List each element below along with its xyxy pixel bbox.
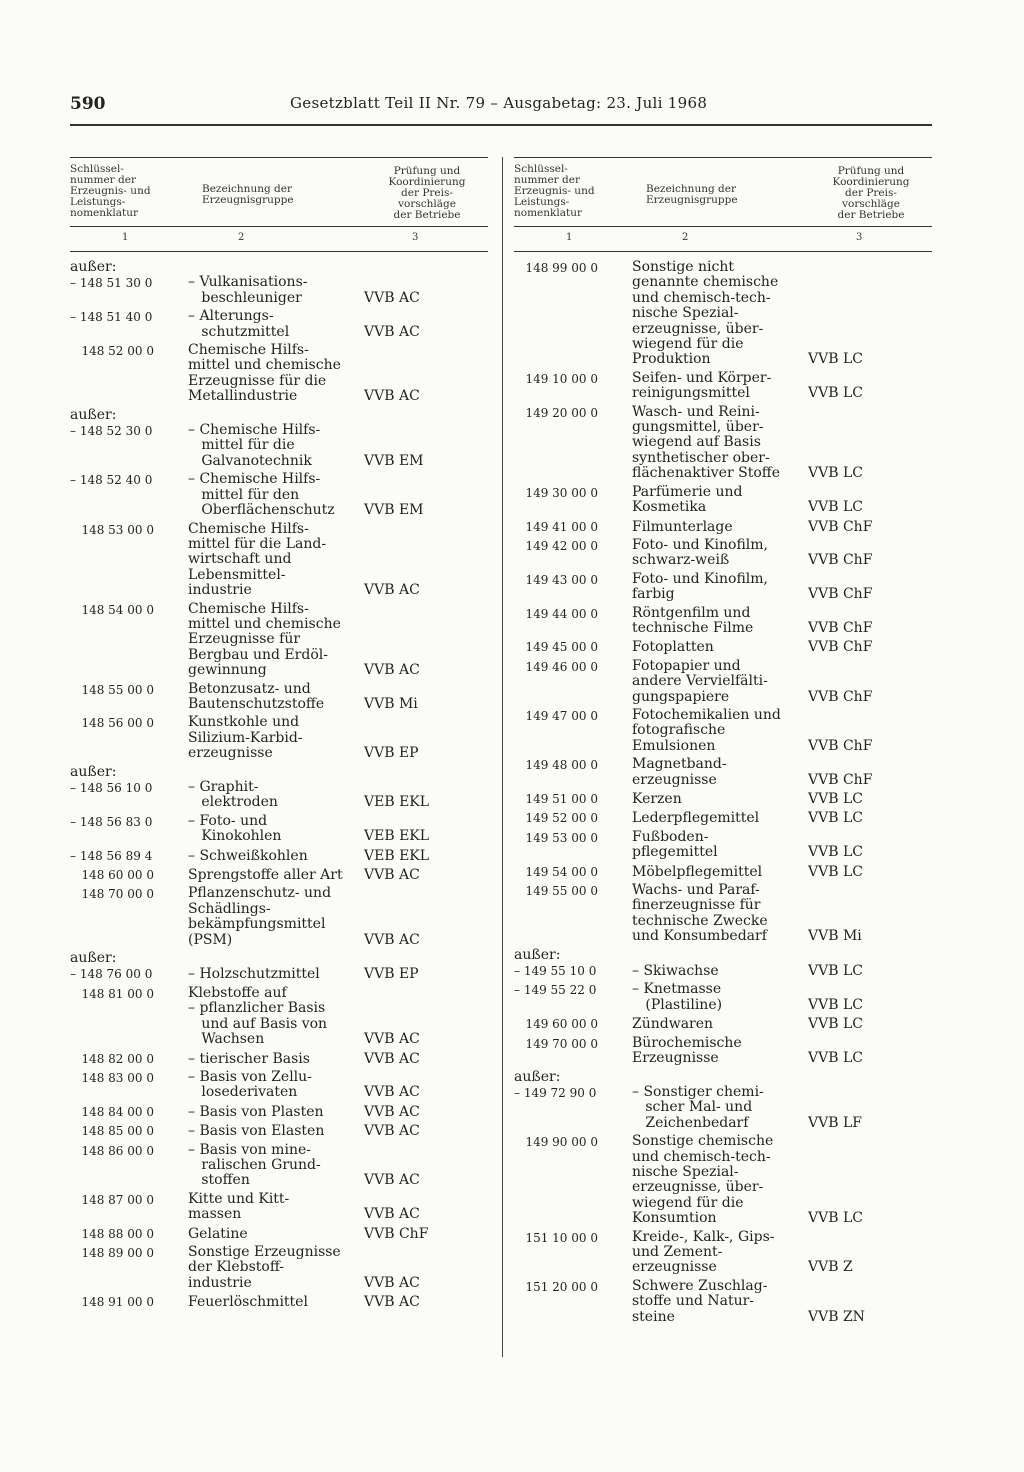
product-group-name: Kunstkohle und Silizium-Karbid- erzeugnisse <box>188 714 303 762</box>
product-code: 149 44 00 0 <box>514 606 598 621</box>
table-row <box>70 848 488 864</box>
product-code: 148 86 00 0 <box>70 1143 154 1158</box>
responsible-body: VVB Mi <box>364 695 418 712</box>
table-row <box>514 757 932 788</box>
product-code: 148 60 00 0 <box>70 868 154 883</box>
responsible-body: VVB ChF <box>364 1225 429 1242</box>
table-row <box>70 602 488 679</box>
product-code: 149 45 00 0 <box>514 640 598 655</box>
product-group-name: Möbelpflegemittel <box>632 863 763 880</box>
product-code: – 148 56 10 0 <box>70 781 153 795</box>
product-group-name: Magnetband- erzeugnisse <box>632 756 727 788</box>
responsible-body: VVB ChF <box>808 586 873 603</box>
responsible-body: VVB LC <box>808 996 863 1013</box>
product-code: 149 46 00 0 <box>514 659 598 674</box>
product-code: 148 84 00 0 <box>70 1104 154 1119</box>
table-row <box>514 371 932 402</box>
page-title: Gesetzblatt Teil II Nr. 79 – Ausgabetag: 23. Juli 1968 <box>290 94 708 112</box>
table-row <box>70 1143 488 1189</box>
exception-label: außer: <box>70 950 117 967</box>
table-row <box>514 519 932 535</box>
product-group-name: Fotoplatten <box>632 639 714 656</box>
product-group-name: Lederpflegemittel <box>632 810 760 827</box>
responsible-body: VVB AC <box>364 1123 420 1140</box>
product-group-name: Röntgenfilm und technische Filme <box>632 604 754 636</box>
col-number-3: 3 <box>856 232 863 243</box>
product-code: – 148 51 30 0 <box>70 276 153 291</box>
product-code: – 148 51 40 0 <box>70 310 153 325</box>
responsible-body: VVB AC <box>364 1206 420 1223</box>
product-group-name: Sprengstoffe aller Art <box>188 867 343 884</box>
product-code: 149 20 00 0 <box>514 405 598 420</box>
table-row <box>70 1051 488 1067</box>
table-row <box>514 1036 932 1067</box>
table-row <box>514 830 932 861</box>
table-row <box>514 810 932 826</box>
product-group-name: Sonstige nicht genannte chemische und chemisch-tech- nische Spezial- erzeugnisse, über- wiegend für die Produktion <box>632 259 779 368</box>
table-row <box>70 682 488 713</box>
responsible-body: VVB ChF <box>808 518 873 535</box>
product-group-name: – Basis von Zellu- losederivaten <box>188 1068 312 1101</box>
responsible-body: VVB ChF <box>808 619 873 636</box>
page-header <box>0 94 1024 118</box>
product-code: 148 81 00 0 <box>70 986 154 1001</box>
product-code: 148 91 00 0 <box>70 1295 154 1310</box>
table-row <box>514 883 932 945</box>
product-group-name: Chemische Hilfs- mittel und chemische Erzeugnisse für die Metallindustrie <box>188 342 341 405</box>
product-group-name: – Foto- und Kinokohlen <box>188 812 282 845</box>
product-group-name: Gelatine <box>188 1225 248 1242</box>
left-table <box>70 157 488 1314</box>
product-code: 148 83 00 0 <box>70 1070 154 1085</box>
responsible-body: VVB AC <box>364 931 420 948</box>
product-group-name: – Alterungs- schutzmittel <box>188 308 290 340</box>
table-row <box>514 485 932 516</box>
product-group-name: – Vulkanisations- beschleuniger <box>188 274 308 306</box>
responsible-body: VVB LC <box>808 791 863 807</box>
product-group-name: Wasch- und Reini- gungsmittel, über- wiegend auf Basis synthetischer ober- flächenaktiver Stoffe <box>632 403 780 482</box>
exception-label: außer: <box>514 1068 561 1085</box>
table-row <box>70 867 488 883</box>
product-code: 148 70 00 0 <box>70 887 154 902</box>
responsible-body: VVB EP <box>364 745 419 762</box>
page-number: 590 <box>70 94 106 114</box>
table-row <box>70 715 488 761</box>
table-row <box>70 1123 488 1139</box>
table-header <box>70 157 488 226</box>
product-group-name: Sonstige chemische und chemisch-tech- nische Spezial- erzeugnisse, über- wiegend für die Konsumtion <box>632 1133 774 1227</box>
product-group-name: – Basis von Elasten <box>188 1123 325 1140</box>
responsible-body: VVB LF <box>808 1114 862 1131</box>
product-group-name: Chemische Hilfs- mittel und chemische Erzeugnisse für Bergbau und Erdöl- gewinnung <box>188 600 341 679</box>
table-row <box>70 1192 488 1223</box>
product-code: 148 82 00 0 <box>70 1051 154 1066</box>
responsible-body: VVB EM <box>364 452 424 469</box>
col-number-3: 3 <box>412 232 419 243</box>
table-body <box>514 252 932 1325</box>
responsible-body: VVB ZN <box>808 1308 865 1325</box>
table-row <box>70 472 488 518</box>
product-code: 148 85 00 0 <box>70 1124 154 1139</box>
column-separator <box>502 157 503 1357</box>
table-row <box>70 1245 488 1291</box>
table-row <box>70 522 488 599</box>
product-group-name: Sonstige Erzeugnisse der Klebstoff- industrie <box>188 1243 341 1291</box>
product-group-name: – Basis von Plasten <box>188 1103 324 1120</box>
table-row <box>514 963 932 979</box>
product-code: 149 51 00 0 <box>514 792 598 806</box>
product-group-name: – tierischer Basis <box>188 1050 310 1067</box>
responsible-body: VVB LC <box>808 1210 863 1227</box>
table-row <box>514 864 932 880</box>
product-group-name: Fotochemikalien und fotografische Emulsionen <box>632 706 781 754</box>
header-col-name: Bezeichnung der Erzeugnisgruppe <box>202 183 294 206</box>
product-code: 149 53 00 0 <box>514 830 598 845</box>
product-group-name: Foto- und Kinofilm, schwarz-weiß <box>632 536 768 569</box>
product-code: 148 52 00 0 <box>70 344 154 359</box>
product-code: 148 99 00 0 <box>514 261 598 275</box>
product-code: 148 55 00 0 <box>70 682 154 697</box>
responsible-body: VVB ChF <box>808 688 873 705</box>
table-row <box>70 1226 488 1242</box>
product-code: 149 10 00 0 <box>514 371 598 386</box>
table-row <box>70 1070 488 1101</box>
table-row <box>70 309 488 340</box>
table-body <box>70 252 488 1311</box>
responsible-body: VVB LC <box>808 863 863 880</box>
responsible-body: VVB AC <box>364 662 420 679</box>
product-code: 149 90 00 0 <box>514 1135 598 1150</box>
product-group-name: Chemische Hilfs- mittel für die Land- wirtschaft und Lebensmittel- industrie <box>188 520 327 599</box>
product-group-name: – Basis von mine- ralischen Grund- stoffen <box>188 1141 321 1189</box>
product-code: 151 10 00 0 <box>514 1230 598 1245</box>
product-group-name: Filmunterlage <box>632 518 733 535</box>
table-row <box>70 886 488 948</box>
product-code: 149 41 00 0 <box>514 519 598 534</box>
exception-label: außer: <box>70 406 117 423</box>
table-row <box>514 1230 932 1276</box>
table-row <box>514 606 932 637</box>
product-code: – 148 52 30 0 <box>70 424 153 439</box>
responsible-body: VVB ChF <box>808 639 873 656</box>
table-row <box>70 780 488 811</box>
table-row <box>514 982 932 1013</box>
product-code: 149 42 00 0 <box>514 538 598 553</box>
product-code: 149 70 00 0 <box>514 1036 598 1051</box>
table-row <box>514 639 932 655</box>
responsible-body: VVB LC <box>808 351 863 368</box>
product-code: 148 56 00 0 <box>70 716 154 731</box>
column-numbers <box>70 226 488 252</box>
product-code: – 148 76 00 0 <box>70 967 153 982</box>
table-row <box>514 572 932 603</box>
table-row <box>70 343 488 405</box>
table-row <box>514 1279 932 1325</box>
responsible-body: VVB AC <box>364 1172 420 1189</box>
product-code: – 149 72 90 0 <box>514 1085 597 1100</box>
product-group-name: Zündwaren <box>632 1016 714 1033</box>
exception-label: außer: <box>70 259 117 275</box>
product-code: 148 53 00 0 <box>70 522 154 537</box>
product-group-name: – Chemische Hilfs- mittel für den Oberflächenschutz <box>188 471 335 519</box>
col-number-2: 2 <box>682 232 689 243</box>
product-group-name: Feuerlöschmittel <box>188 1294 308 1311</box>
table-row <box>70 986 488 1048</box>
product-code: 149 48 00 0 <box>514 758 598 773</box>
col-number-1: 1 <box>122 232 129 243</box>
product-group-name: Fußboden- pflegemittel <box>632 828 718 861</box>
header-rule <box>70 124 932 126</box>
responsible-body: VVB AC <box>364 1050 420 1067</box>
table-row <box>70 1294 488 1310</box>
product-group-name: Kerzen <box>632 791 682 807</box>
product-code: 149 47 00 0 <box>514 708 598 723</box>
product-code: 148 87 00 0 <box>70 1192 154 1207</box>
responsible-body: VVB ChF <box>808 737 873 754</box>
product-code: 149 43 00 0 <box>514 572 598 587</box>
product-code: 148 89 00 0 <box>70 1245 154 1260</box>
responsible-body: VVB AC <box>364 323 420 340</box>
responsible-body: VVB AC <box>364 388 420 405</box>
product-group-name: Seifen- und Körper- reinigungsmittel <box>632 369 772 402</box>
table-row <box>514 1016 932 1032</box>
responsible-body: VVB LC <box>808 810 863 827</box>
product-group-name: – Schweißkohlen <box>188 847 308 864</box>
responsible-body: VVB AC <box>364 1084 420 1101</box>
responsible-body: VVB AC <box>364 867 420 884</box>
product-group-name: Kreide-, Kalk-, Gips- und Zement- erzeugnisse <box>632 1228 775 1276</box>
responsible-body: VVB AC <box>364 1031 420 1048</box>
table-row <box>70 423 488 469</box>
header-col-auth: Prüfung und Koordinierung der Preis- vorschläge der Betriebe <box>832 165 910 221</box>
responsible-body: VVB AC <box>364 582 420 599</box>
product-group-name: – Sonstiger chemi- scher Mal- und Zeichenbedarf <box>632 1083 764 1131</box>
product-group-name: Klebstoffe auf – pflanzlicher Basis und auf Basis von Wachsen <box>188 984 328 1048</box>
header-col-name: Bezeichnung der Erzeugnisgruppe <box>646 183 738 206</box>
exception-label: außer: <box>70 763 117 780</box>
responsible-body: VVB LC <box>808 499 863 516</box>
responsible-body: VVB AC <box>364 1294 420 1311</box>
responsible-body: VEB EKL <box>364 828 430 845</box>
product-code: 148 54 00 0 <box>70 602 154 617</box>
right-table <box>514 157 932 1328</box>
responsible-body: VVB LC <box>808 1016 863 1033</box>
responsible-body: VVB ChF <box>808 771 873 788</box>
table-row <box>70 275 488 306</box>
product-group-name: Fotopapier und andere Vervielfälti- gungspapiere <box>632 657 768 705</box>
product-group-name: Bürochemische Erzeugnisse <box>632 1034 742 1067</box>
table-row <box>514 1134 932 1226</box>
table-row <box>514 1085 932 1131</box>
table-row <box>514 405 932 482</box>
exception-label: außer: <box>514 946 561 963</box>
responsible-body: VVB AC <box>364 1103 420 1120</box>
product-group-name: Wachs- und Paraf- finerzeugnisse für technische Zwecke und Konsumbedarf <box>632 882 768 945</box>
responsible-body: VVB ChF <box>808 552 873 569</box>
responsible-body: VVB AC <box>364 1274 420 1291</box>
responsible-body: VEB EKL <box>364 794 430 811</box>
product-group-name: – Graphit- elektroden <box>188 779 278 811</box>
responsible-body: VVB Mi <box>808 928 862 945</box>
table-row <box>70 814 488 845</box>
table-row <box>70 966 488 982</box>
table-row <box>514 260 932 368</box>
product-group-name: Betonzusatz- und Bautenschutzstoffe <box>188 680 325 712</box>
product-group-name: – Chemische Hilfs- mittel für die Galvanotechnik <box>188 422 321 469</box>
responsible-body: VVB EM <box>364 502 424 519</box>
col-number-2: 2 <box>238 232 245 243</box>
product-code: 149 60 00 0 <box>514 1017 598 1032</box>
responsible-body: VVB LC <box>808 963 863 980</box>
responsible-body: VVB AC <box>364 289 420 306</box>
product-code: 149 54 00 0 <box>514 864 598 879</box>
product-group-name: Parfümerie und Kosmetika <box>632 483 743 516</box>
product-code: 149 30 00 0 <box>514 485 598 500</box>
responsible-body: VVB LC <box>808 385 863 402</box>
product-code: 151 20 00 0 <box>514 1279 598 1294</box>
product-code: 148 88 00 0 <box>70 1226 154 1241</box>
header-col-code: Schlüssel- nummer der Erzeugnis- und Leistungs- nomenklatur <box>70 163 151 219</box>
product-code: 149 52 00 0 <box>514 811 598 826</box>
product-code: – 148 56 89 4 <box>70 848 153 863</box>
product-code: – 148 56 83 0 <box>70 814 153 829</box>
header-col-code: Schlüssel- nummer der Erzeugnis- und Leistungs- nomenklatur <box>514 163 595 219</box>
responsible-body: VVB LC <box>808 1050 863 1067</box>
product-group-name: – Holzschutzmittel <box>188 966 320 983</box>
product-code: – 149 55 10 0 <box>514 964 597 979</box>
table-row <box>70 1104 488 1120</box>
product-group-name: – Skiwachse <box>632 963 719 980</box>
table-header <box>514 157 932 226</box>
table-row <box>514 538 932 569</box>
product-group-name: – Knetmasse (Plastiline) <box>632 981 723 1013</box>
table-row <box>514 708 932 754</box>
col-number-1: 1 <box>566 232 573 243</box>
table-row <box>514 791 932 807</box>
responsible-body: VVB LC <box>808 844 863 861</box>
product-code: – 148 52 40 0 <box>70 473 153 488</box>
table-row <box>514 659 932 705</box>
header-col-auth: Prüfung und Koordinierung der Preis- vorschläge der Betriebe <box>388 165 466 221</box>
product-code: – 149 55 22 0 <box>514 983 597 998</box>
responsible-body: VEB EKL <box>364 847 430 864</box>
column-numbers <box>514 226 932 252</box>
product-group-name: Foto- und Kinofilm, farbig <box>632 570 768 603</box>
responsible-body: VVB Z <box>808 1259 853 1276</box>
product-group-name: Schwere Zuschlag- stoffe und Natur- steine <box>632 1277 768 1325</box>
product-group-name: Kitte und Kitt- massen <box>188 1190 290 1223</box>
product-group-name: Pflanzenschutz- und Schädlings- bekämpfungsmittel (PSM) <box>188 885 332 948</box>
product-code: 149 55 00 0 <box>514 884 598 899</box>
responsible-body: VVB EP <box>364 966 419 983</box>
responsible-body: VVB LC <box>808 465 863 482</box>
